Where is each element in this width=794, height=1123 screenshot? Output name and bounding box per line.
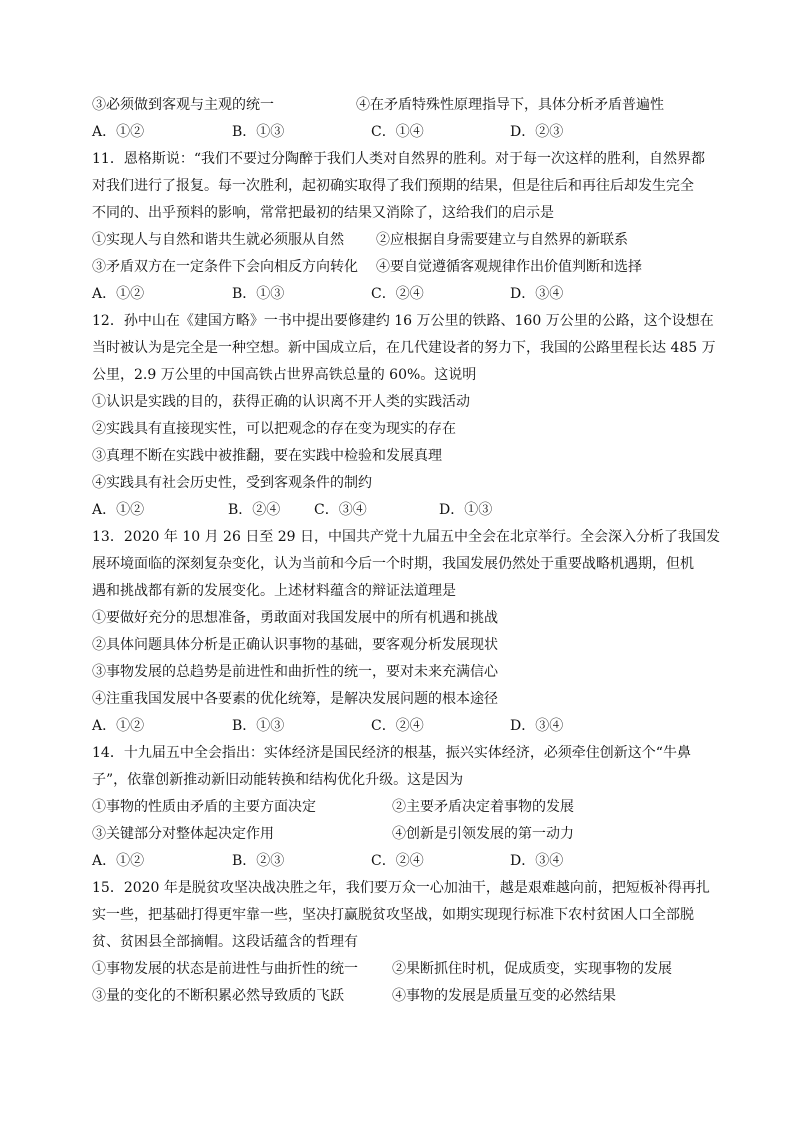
option-3: ③矛盾双方在一定条件下会向相反方向转化	[92, 259, 358, 275]
question-15-stem-line: 贫、贫困县全部摘帽。这段话蕴含的哲理有	[92, 934, 358, 950]
question-15-stem-line: 实一些，把基础打得更牢靠一些，坚决打赢脱贫攻坚战，如期实现现行标准下农村贫困人口全部脱	[92, 907, 694, 923]
option-2: ②果断抓住时机，促成质变，实现事物的发展	[392, 961, 672, 977]
answer-b: B．①③	[232, 124, 285, 140]
option-4: ④注重我国发展中各要素的优化统筹，是解决发展问题的根本途径	[92, 691, 498, 707]
answer-c: C．③④	[314, 502, 367, 518]
answer-d: D．③④	[510, 286, 564, 302]
question-12-stem-line: 公里，2.9 万公里的中国高铁占世界高铁总量的 60%。这说明	[92, 367, 477, 383]
option-4: ④要自觉遵循客观规律作出价值判断和选择	[376, 259, 642, 275]
option-row	[92, 983, 702, 1010]
answer-row	[92, 119, 702, 146]
option-2: ②实践具有直接现实性，可以把观念的存在变为现实的存在	[92, 421, 456, 437]
option-2: ②具体问题具体分析是正确认识事物的基础，要客观分析发展现状	[92, 637, 498, 653]
option-2: ②主要矛盾决定着事物的发展	[392, 799, 574, 815]
question-12-stem-line: 当时被认为是完全是一种空想。新中国成立后，在几代建设者的努力下，我国的公路里程长达 485 万	[92, 340, 716, 356]
answer-c: C．①④	[371, 124, 424, 140]
answer-c: C．②④	[371, 286, 424, 302]
answer-a: A．①②	[92, 853, 145, 869]
answer-d: D．③④	[510, 853, 564, 869]
option-row	[92, 821, 702, 848]
answer-d: D．①③	[439, 502, 493, 518]
answer-row	[92, 497, 702, 524]
option-row	[92, 227, 702, 254]
answer-c: C．②④	[371, 853, 424, 869]
answer-b: B．②④	[228, 502, 281, 518]
option-1: ①要做好充分的思想准备，勇敢面对我国发展中的所有机遇和挑战	[92, 610, 498, 626]
option-row	[92, 92, 702, 119]
answer-b: B．①③	[232, 718, 285, 734]
option-3: ③关键部分对整体起决定作用	[92, 826, 274, 842]
option-row	[92, 254, 702, 281]
question-15-stem-line: 15．2020 年是脱贫攻坚决战决胜之年，我们要万众一心加油干，越是艰难越向前，把短板补得再扎	[92, 880, 710, 896]
answer-a: A．①②	[92, 502, 145, 518]
question-14-stem-line: 子”，依靠创新推动新旧动能转换和结构优化升级。这是因为	[92, 772, 464, 788]
option-3: ③量的变化的不断积累必然导致质的飞跃	[92, 988, 344, 1004]
option-1: ①实现人与自然和谐共生就必须服从自然	[92, 232, 344, 248]
option-4: ④实践具有社会历史性，受到客观条件的制约	[92, 475, 372, 491]
option-4: ④事物的发展是质量互变的必然结果	[392, 988, 616, 1004]
answer-a: A．①②	[92, 286, 145, 302]
option-1: ①事物发展的状态是前进性与曲折性的统一	[92, 961, 358, 977]
question-11-stem-line: 11．恩格斯说：“我们不要过分陶醉于我们人类对自然界的胜利。对于每一次这样的胜利，自然界都	[92, 151, 705, 167]
option-1: ①事物的性质由矛盾的主要方面决定	[92, 799, 316, 815]
answer-a: A．①②	[92, 718, 145, 734]
answer-row	[92, 281, 702, 308]
answer-d: D．②③	[510, 124, 564, 140]
question-11-stem-line: 不同的、出乎预料的影响，常常把最初的结果又消除了，这给我们的启示是	[92, 205, 554, 221]
option-3: ③事物发展的总趋势是前进性和曲折性的统一，要对未来充满信心	[92, 664, 498, 680]
answer-b: B．②③	[232, 853, 285, 869]
question-12-stem-line: 12．孙中山在《建国方略》一书中提出要修建约 16 万公里的铁路、160 万公里的公路，这个设想在	[92, 313, 714, 329]
answer-d: D．③④	[510, 718, 564, 734]
question-14-stem-line: 14．十九届五中全会指出：实体经济是国民经济的根基，振兴实体经济，必须牵住创新这个“牛鼻	[92, 745, 691, 761]
question-13-stem-line: 13．2020 年 10 月 26 日至 29 日，中国共产党十九届五中全会在北京举行。全会深入分析了我国发	[92, 529, 721, 545]
answer-b: B．①③	[232, 286, 285, 302]
option-2: ②应根据自身需要建立与自然界的新联系	[376, 232, 628, 248]
question-13-stem-line: 遇和挑战都有新的发展变化。上述材料蕴含的辩证法道理是	[92, 583, 456, 599]
option-1: ①认识是实践的目的，获得正确的认识离不开人类的实践活动	[92, 394, 470, 410]
option-row	[92, 956, 702, 983]
option-3: ③真理不断在实践中被推翻，要在实践中检验和发展真理	[92, 448, 442, 464]
option-row	[92, 794, 702, 821]
question-13-stem-line: 展环境面临的深刻复杂变化，认为当前和今后一个时期，我国发展仍然处于重要战略机遇期，但机	[92, 556, 694, 572]
exam-page	[92, 92, 721, 1010]
option-4: ④创新是引领发展的第一动力	[392, 826, 574, 842]
answer-row	[92, 713, 702, 740]
answer-row	[92, 848, 702, 875]
option-3: ③必须做到客观与主观的统一	[92, 97, 274, 113]
question-11-stem-line: 对我们进行了报复。每一次胜利，起初确实取得了我们预期的结果，但是往后和再往后却发生完全	[92, 178, 694, 194]
option-4: ④在矛盾特殊性原理指导下，具体分析矛盾普遍性	[356, 97, 664, 113]
answer-a: A．①②	[92, 124, 145, 140]
answer-c: C．②④	[371, 718, 424, 734]
